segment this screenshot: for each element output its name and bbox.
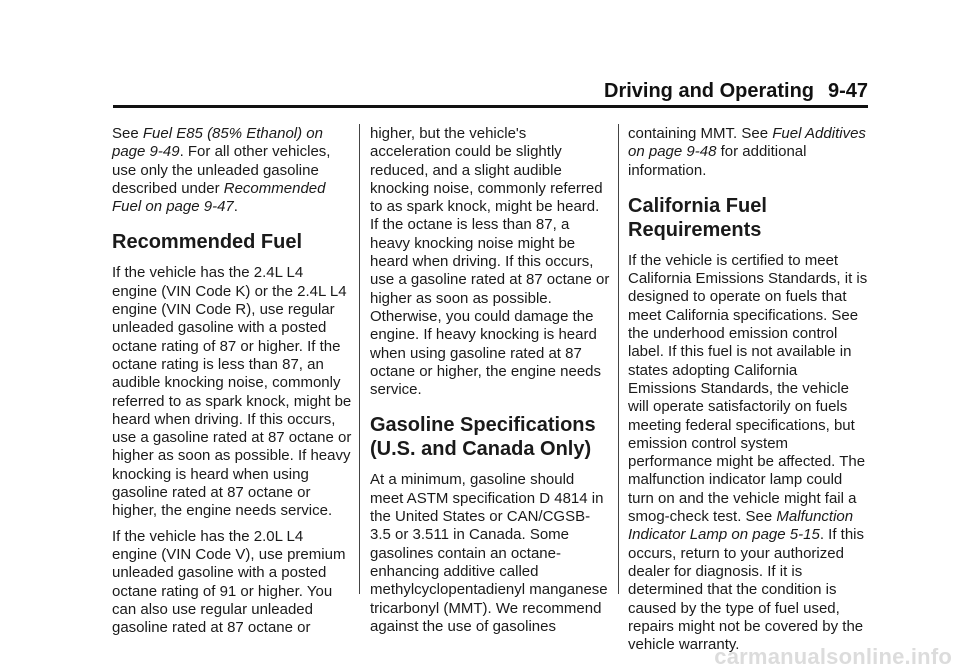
column-divider xyxy=(618,124,619,594)
body-paragraph: At a minimum, gasoline should meet ASTM specification D 4814 in the United States or CAN/CGSB-3.5 or 3.511 in Canada. Some gasolines contain an octane-enhancing additive called methylcyclopentadienyl manganese tricarbonyl (MMT). We recommend against the use of gasolines xyxy=(370,471,608,635)
body-paragraph: If the vehicle has the 2.4L L4 engine (VIN Code K) or the 2.4L L4 engine (VIN Code R), use regular unleaded gasoline with a posted octane rating of 87 or higher. If the octane rating is less than 87, an audible knocking noise, commonly referred to as spark knock, might be heard when driving. If this occurs, use a gasoline rated at 87 octane or higher as soon as possible. If heavy knocking is heard when using gasoline rated at 87 octane or higher, the engine needs service. xyxy=(112,264,352,520)
cross-reference-link[interactable]: Malfunction Indicator Lamp on page 5-15 xyxy=(628,508,854,544)
body-paragraph: containing MMT. See Fuel Additives on page 9-48 for additional information. xyxy=(628,125,866,179)
cross-reference-link[interactable]: Fuel Additives on page 9-48 xyxy=(628,125,866,161)
heading-gasoline-specifications: Gasoline Specifications (U.S. and Canada Only) xyxy=(370,414,596,461)
column-1 xyxy=(112,125,352,644)
column-divider xyxy=(359,124,360,594)
header-rule xyxy=(113,105,868,108)
page-number: 9-47 xyxy=(827,80,868,102)
cross-reference-link[interactable]: Recommended Fuel on page 9-47 xyxy=(112,179,326,216)
body-paragraph: higher, but the vehicle's acceleration could be slightly reduced, and a slight audible knocking noise, commonly referred to as spark knock, might be heard. If the octane is less than 87, a heavy knocking noise might be heard when driving. If this occurs, use a gasoline rated at 87 octane or higher as soon as possible. Otherwise, you could damage the engine. If heavy knocking is heard when using gasoline rated at 87 octane or higher, the engine needs service. xyxy=(370,125,610,399)
cross-reference-link[interactable]: Fuel E85 (85% Ethanol) on page 9-49 xyxy=(112,125,323,161)
body-paragraph: If the vehicle is certified to meet California Emissions Standards, it is designed to operate on fuels that meet California specifications. See the underhood emission control label. If this fuel is not available in states adopting California Emissions Standards, the vehicle will operate satisfactorily on fuels meeting federal specifications, but emission control system performance might be affected. The malfunction indicator lamp could turn on and the vehicle might fail a smog-check test. See Malfunction Indicator Lamp on page 5-15. If this occurs, return to your authorized dealer for diagnosis. If it is determined that the condition is caused by the type of fuel used, repairs might not be covered by the vehicle warranty. xyxy=(628,251,868,654)
column-2 xyxy=(370,125,610,643)
watermark: carmanualsonline.info xyxy=(714,644,952,669)
section-title: Driving and Operating xyxy=(604,80,815,102)
heading-california-fuel: California Fuel Requirements xyxy=(628,194,767,241)
intro-paragraph: See Fuel E85 (85% Ethanol) on page 9-49. For all other vehicles, use only the unleaded gasoline described under Recommended Fuel on page 9-47. xyxy=(112,125,331,216)
body-paragraph: If the vehicle has the 2.0L L4 engine (VIN Code V), use premium unleaded gasoline with a posted octane rating of 91 or higher. You can also use regular unleaded gasoline rated at 87 octane or xyxy=(112,527,346,637)
heading-recommended-fuel: Recommended Fuel xyxy=(112,231,303,254)
column-3 xyxy=(628,125,868,661)
